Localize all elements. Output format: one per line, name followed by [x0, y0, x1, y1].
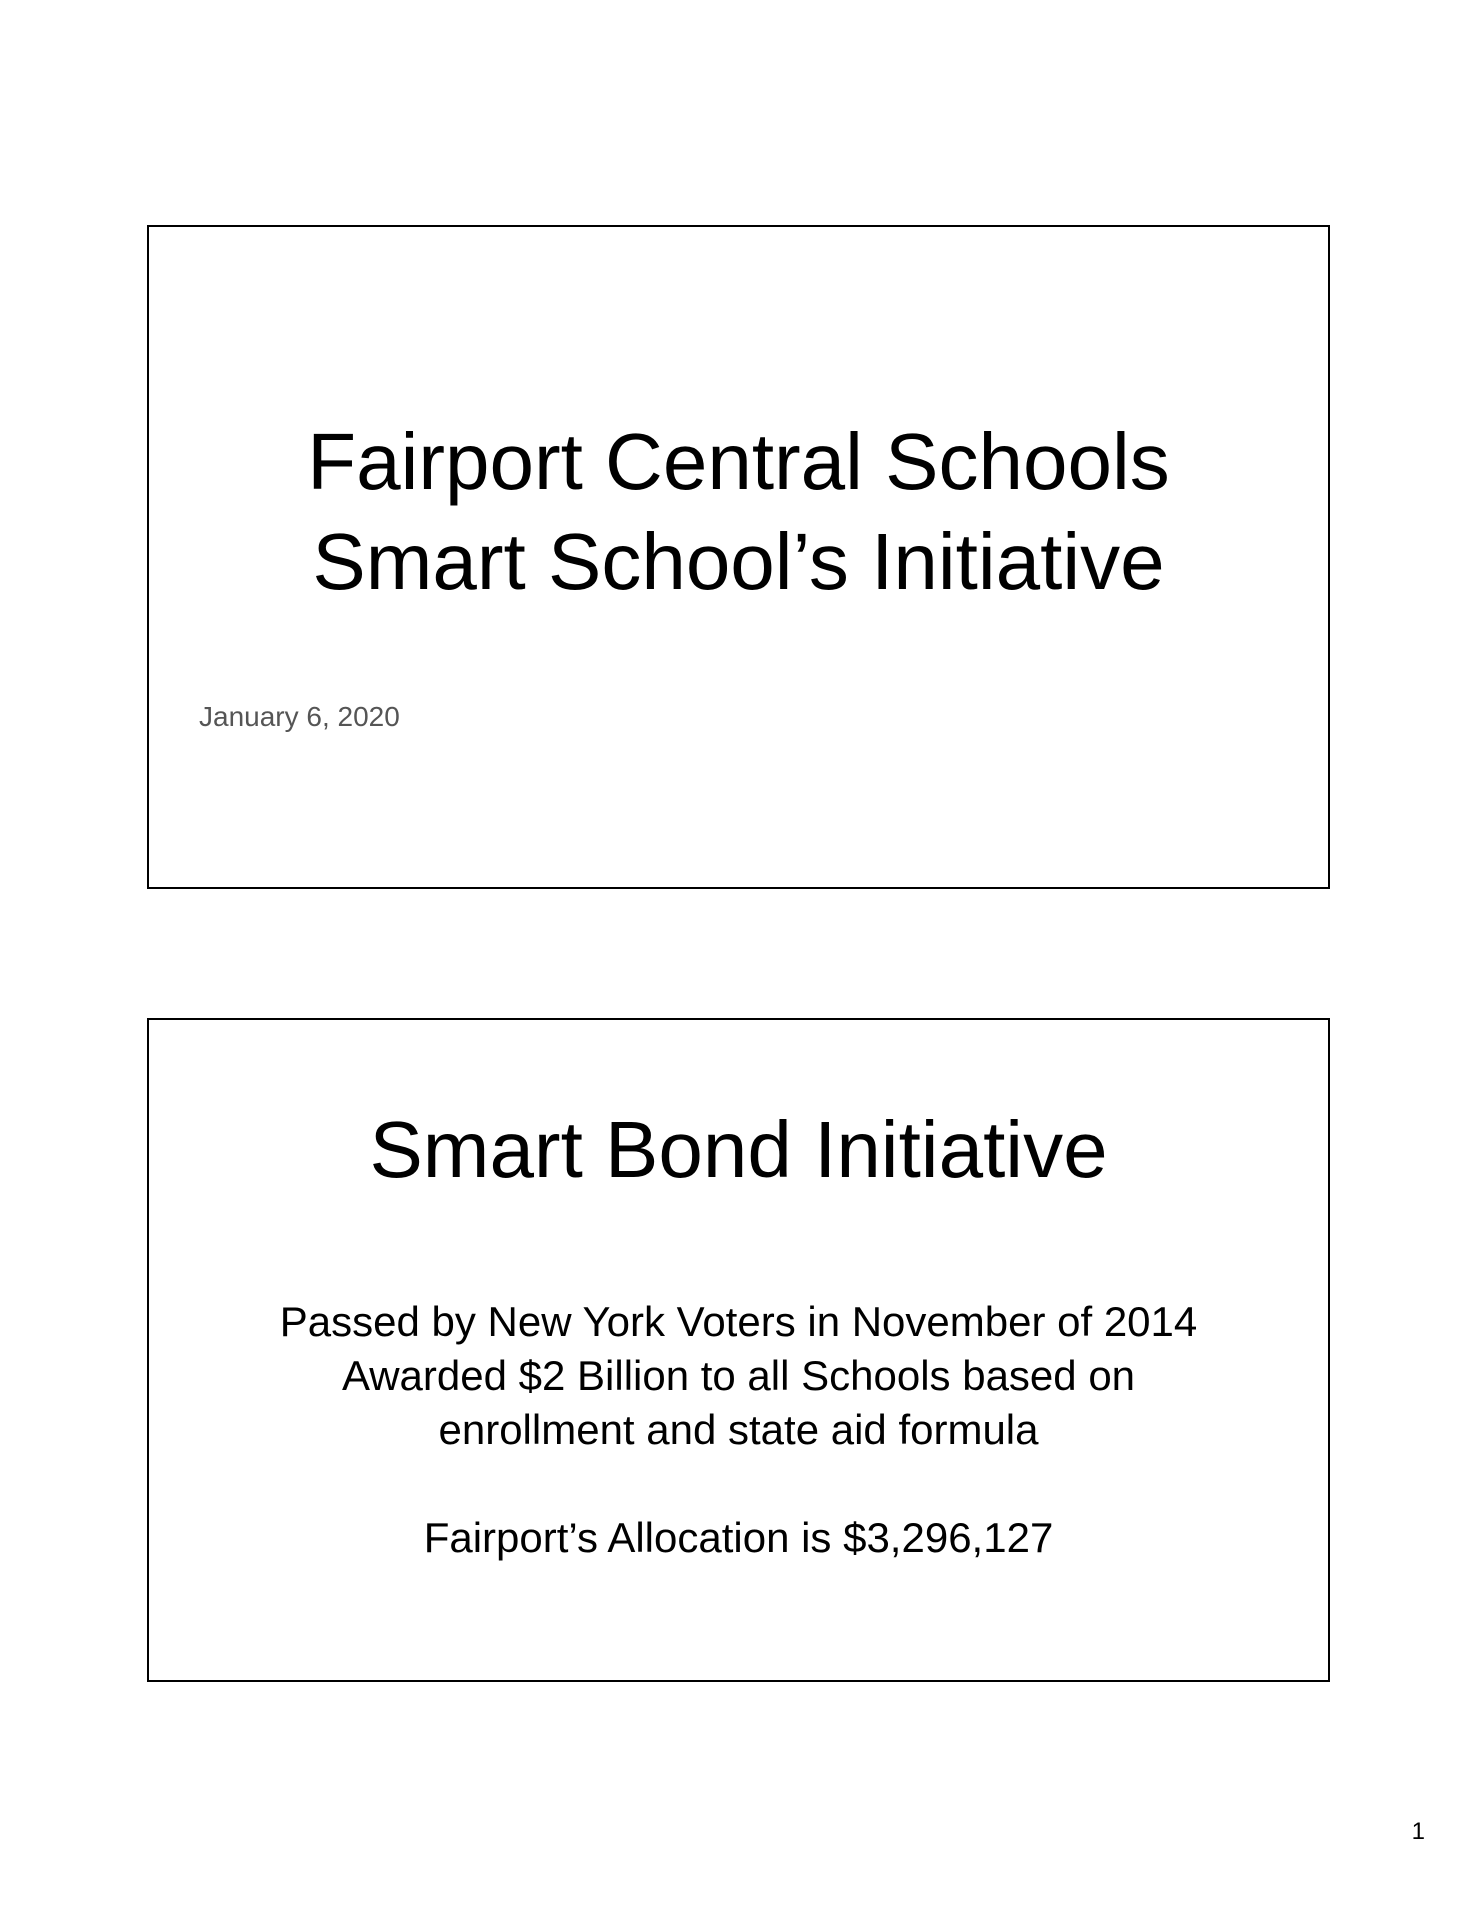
slide-title-line-1: Smart Bond Initiative [369, 1105, 1108, 1194]
allocation-line: Fairport’s Allocation is $3,296,127 [423, 1514, 1054, 1561]
slide-body [149, 1295, 1328, 1565]
slide-title-line-2: Smart School’s Initiative [312, 517, 1165, 606]
body-line-3: enrollment and state aid formula [438, 1406, 1039, 1453]
slide-title [149, 1100, 1328, 1200]
body-spacer [149, 1457, 1328, 1511]
body-line-1: Passed by New York Voters in November of 2014 [279, 1298, 1198, 1345]
page-number: 1 [1411, 1818, 1425, 1845]
slide-title-line-1: Fairport Central Schools [307, 417, 1170, 506]
slide-1 [147, 225, 1330, 889]
body-line-2: Awarded $2 Billion to all Schools based on [341, 1352, 1136, 1399]
slide-date: January 6, 2020 [199, 701, 400, 732]
slide-2 [147, 1018, 1330, 1682]
slide-title [149, 412, 1328, 612]
